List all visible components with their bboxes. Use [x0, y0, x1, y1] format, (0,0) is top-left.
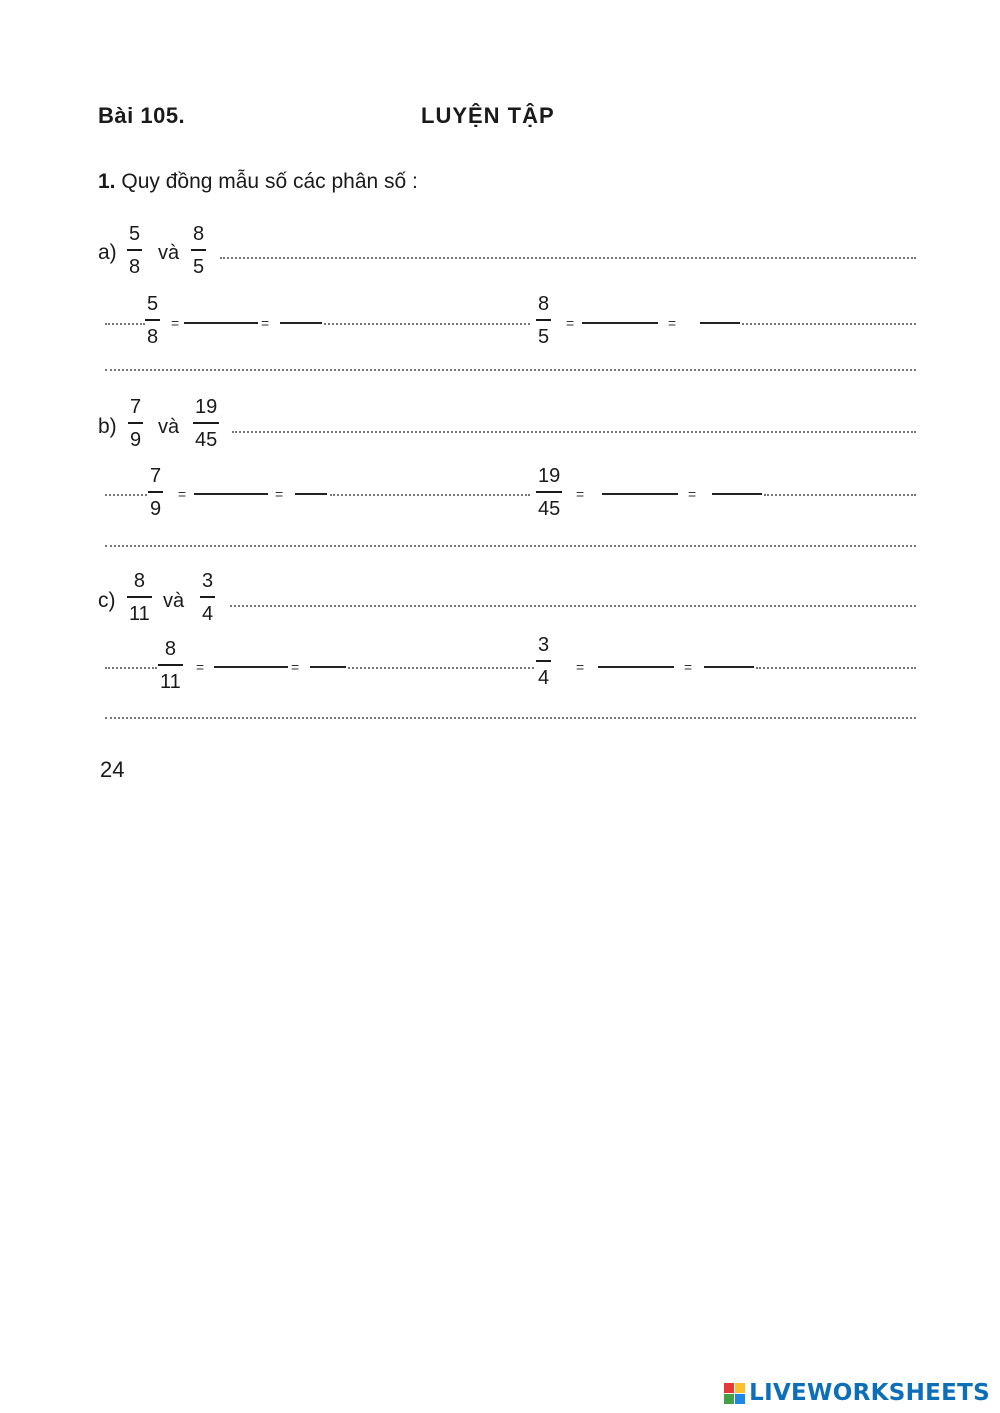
- answer-line[interactable]: [105, 323, 145, 325]
- page-title: LUYỆN TẬP: [421, 103, 555, 128]
- lesson-number: Bài 105.: [98, 103, 186, 128]
- equals-sign: =: [688, 486, 697, 502]
- answer-line[interactable]: [105, 667, 157, 669]
- answer-line[interactable]: [764, 494, 916, 496]
- part-c-work-fraction1: [158, 639, 183, 692]
- part-a-label: a): [98, 241, 117, 264]
- answer-line[interactable]: [230, 605, 916, 607]
- answer-blank[interactable]: [712, 493, 762, 495]
- answer-blank[interactable]: [704, 666, 754, 668]
- answer-blank[interactable]: [598, 666, 674, 668]
- denominator: 4: [202, 602, 214, 625]
- part-b-work-fraction2: [536, 466, 562, 519]
- equals-sign: =: [576, 659, 585, 675]
- answer-line[interactable]: [220, 257, 916, 259]
- page-number: 24: [100, 757, 125, 782]
- equals-sign: =: [668, 315, 677, 331]
- numerator: 8: [193, 223, 205, 245]
- part-b-fraction2: [193, 397, 219, 450]
- denominator: 5: [193, 255, 205, 278]
- denominator: 9: [130, 428, 142, 451]
- numerator: 19: [538, 465, 561, 487]
- part-c-fraction2: [200, 571, 215, 624]
- answer-blank[interactable]: [280, 322, 322, 324]
- exercise-number: 1.: [98, 170, 116, 193]
- denominator: 45: [538, 497, 561, 520]
- equals-sign: =: [261, 315, 270, 331]
- part-c-label: c): [98, 589, 116, 612]
- answer-line[interactable]: [324, 323, 530, 325]
- word-and: và: [158, 242, 180, 264]
- answer-line[interactable]: [105, 494, 147, 496]
- equals-sign: =: [171, 315, 180, 331]
- equals-sign: =: [684, 659, 693, 675]
- denominator: 8: [129, 255, 141, 278]
- logo-square: [724, 1394, 734, 1404]
- logo-square: [724, 1383, 734, 1393]
- liveworksheets-logo: [724, 1380, 990, 1406]
- answer-line[interactable]: [105, 369, 916, 371]
- answer-blank[interactable]: [700, 322, 740, 324]
- part-c-fraction1: [127, 571, 152, 624]
- part-a-fraction2: [191, 224, 206, 277]
- logo-text: LIVEWORKSHEETS: [749, 1380, 990, 1406]
- equals-sign: =: [566, 315, 575, 331]
- exercise-instruction: [98, 170, 418, 194]
- equals-sign: =: [178, 486, 187, 502]
- equals-sign: =: [576, 486, 585, 502]
- denominator: 9: [150, 497, 162, 520]
- numerator: 8: [133, 570, 145, 592]
- numerator: 7: [150, 465, 162, 487]
- answer-line[interactable]: [330, 494, 530, 496]
- answer-line[interactable]: [742, 323, 916, 325]
- answer-blank[interactable]: [184, 322, 258, 324]
- equals-sign: =: [196, 659, 205, 675]
- numerator: 5: [147, 293, 159, 315]
- answer-line[interactable]: [756, 667, 916, 669]
- logo-grid-icon: [724, 1383, 745, 1404]
- part-b-fraction1: [128, 397, 143, 450]
- answer-line[interactable]: [348, 667, 534, 669]
- answer-blank[interactable]: [295, 493, 327, 495]
- numerator: 19: [195, 396, 218, 418]
- word-and: và: [158, 416, 180, 438]
- part-a-work-fraction2: [536, 294, 551, 347]
- answer-blank[interactable]: [194, 493, 268, 495]
- numerator: 8: [164, 638, 176, 660]
- answer-line[interactable]: [232, 431, 916, 433]
- part-b-label: b): [98, 415, 117, 438]
- answer-blank[interactable]: [214, 666, 288, 668]
- numerator: 7: [130, 396, 142, 418]
- answer-line[interactable]: [105, 717, 916, 719]
- logo-square: [735, 1394, 745, 1404]
- part-a-work-fraction1: [145, 294, 160, 347]
- answer-line[interactable]: [105, 545, 916, 547]
- numerator: 3: [538, 634, 550, 656]
- denominator: 11: [160, 670, 181, 693]
- numerator: 5: [129, 223, 141, 245]
- logo-square: [735, 1383, 745, 1393]
- equals-sign: =: [291, 659, 300, 675]
- answer-blank[interactable]: [310, 666, 346, 668]
- part-a-fraction1: [127, 224, 142, 277]
- numerator: 8: [538, 293, 550, 315]
- part-c-work-fraction2: [536, 635, 551, 688]
- denominator: 5: [538, 325, 550, 348]
- numerator: 3: [202, 570, 214, 592]
- denominator: 8: [147, 325, 159, 348]
- answer-blank[interactable]: [582, 322, 658, 324]
- denominator: 11: [129, 602, 150, 625]
- part-b-work-fraction1: [148, 466, 163, 519]
- denominator: 4: [538, 666, 550, 689]
- answer-blank[interactable]: [602, 493, 678, 495]
- instruction-text: Quy đồng mẫu số các phân số :: [121, 170, 418, 193]
- word-and: và: [163, 590, 185, 612]
- denominator: 45: [195, 428, 218, 451]
- equals-sign: =: [275, 486, 284, 502]
